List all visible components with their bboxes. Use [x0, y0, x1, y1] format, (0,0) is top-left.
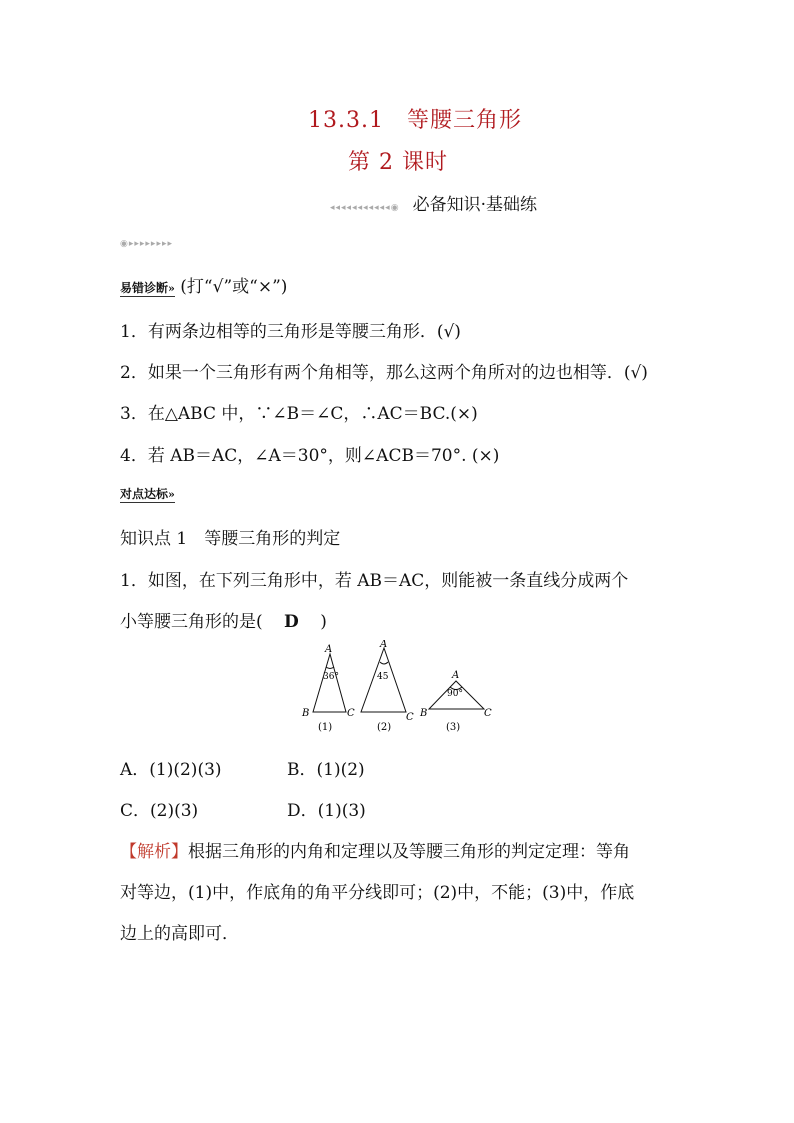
triangle-2-apex: A [380, 640, 388, 650]
diagnosis-note: (打“√”或“×”) [180, 277, 288, 297]
option-c: C．(2)(3) [120, 801, 199, 821]
diagnosis-heading [120, 272, 287, 297]
option-a: A．(1)(2)(3) [120, 760, 222, 780]
triangle-3-vertex-c: C [484, 708, 492, 719]
diagnosis-item-1: 1．有两条边相等的三角形是等腰三角形．(√) [120, 322, 461, 342]
triangle-2-vertex-c: C [406, 712, 414, 723]
question-1-answer: D [284, 612, 299, 632]
triangle-2-caption: (2) [377, 722, 392, 733]
page-title: 13.3.1 等腰三角形 [308, 108, 522, 133]
triangle-figure [296, 640, 502, 738]
analysis-line-2: 对等边，(1)中，作底角的角平分线即可；(2)中，不能；(3)中，作底 [120, 883, 635, 903]
knowledge-point-title: 知识点 1 等腰三角形的判定 [120, 529, 341, 549]
triangle-1 [313, 654, 346, 712]
practice-tag: 对点达标» [120, 487, 175, 501]
triangle-3-apex: A [452, 670, 460, 681]
section-deco: ◂◂◂◂◂◂◂◂◂◂◂◉ [330, 203, 400, 213]
row-deco: ◉▸▸▸▸▸▸▸▸ [120, 239, 173, 249]
section-label: 必备知识·基础练 [412, 195, 538, 215]
triangle-1-vertex-c: C [347, 708, 355, 719]
question-1-line-1: 1．如图，在下列三角形中，若 AB＝AC，则能被一条直线分成两个 [120, 571, 629, 591]
option-b: B．(1)(2) [287, 760, 365, 780]
analysis-line-1: 【解析】根据三角形的内角和定理以及等腰三角形的判定定理：等角 [120, 842, 630, 862]
question-1-line-2: 小等腰三角形的是( D ) [120, 612, 327, 632]
practice-heading [120, 483, 175, 502]
triangle-3-caption: (3) [446, 722, 461, 733]
section-header [330, 190, 537, 215]
analysis-line-3: 边上的高即可． [120, 924, 239, 944]
analysis-tag: 【解析】 [120, 842, 188, 862]
triangle-1-caption: (1) [318, 722, 333, 733]
diagnosis-item-3: 3．在△ABC 中，∵∠B＝∠C，∴AC＝BC.(×) [120, 404, 478, 424]
triangle-2-angle: 45 [377, 672, 389, 682]
triangle-1-angle: 36° [323, 672, 339, 682]
lesson-subtitle: 第 2 课时 [348, 150, 448, 175]
diagnosis-item-2: 2．如果一个三角形有两个角相等，那么这两个角所对的边也相等．(√) [120, 363, 648, 383]
triangle-3-vertex-b: B [420, 708, 428, 719]
triangle-1-apex: A [325, 644, 333, 655]
option-d: D．(1)(3) [287, 801, 366, 821]
triangle-3-angle: 90° [447, 689, 463, 699]
diagnosis-tag: 易错诊断» [120, 281, 175, 295]
triangle-1-vertex-b: B [302, 708, 310, 719]
diagnosis-item-4: 4．若 AB＝AC，∠A＝30°，则∠ACB＝70°. (×) [120, 446, 500, 466]
